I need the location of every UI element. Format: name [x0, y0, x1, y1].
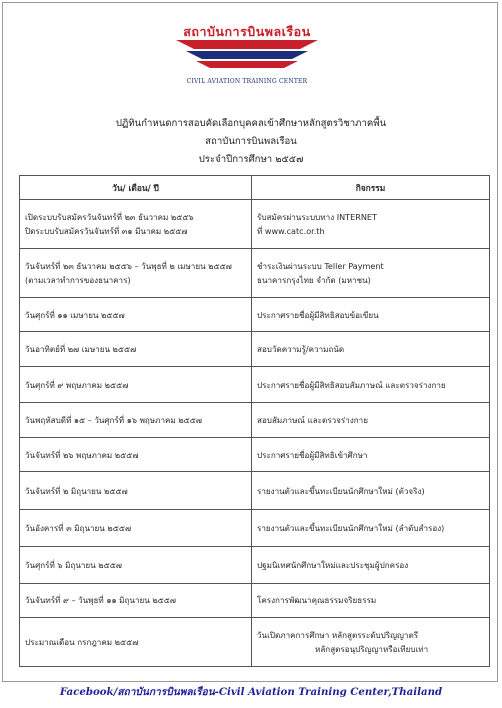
activity-cell	[252, 546, 490, 583]
activity-cell	[252, 248, 490, 297]
date-cell	[20, 618, 252, 667]
header-date: วัน/ เดือน/ ปี	[20, 176, 252, 200]
activity-cell	[252, 366, 490, 403]
activity-cell	[252, 510, 490, 547]
activity-cell	[252, 618, 490, 667]
title-line-3: ประจำปีการศึกษา ๒๕๕๗	[198, 154, 304, 165]
activity-cell	[252, 403, 490, 437]
date-cell	[20, 472, 252, 510]
date-text: วันศุกร์ที่ ๑๑ เมษายน ๒๕๕๗	[25, 309, 125, 320]
date-text: วันอังคารที่ ๓ มิถุนายน ๒๕๕๗	[25, 523, 132, 534]
title-line-1: ปฏิทินกำหนดการสอบคัดเลือกบุคคลเข้าศึกษาหลักสูตรวิชาภาคพื้น	[115, 118, 387, 129]
table-row	[20, 200, 490, 249]
date-text: ประมาณเดือน กรกฎาคม ๒๕๕๗	[25, 637, 139, 648]
title-line-2: สถาบันการบินพลเรือน	[205, 136, 297, 147]
date-cell	[20, 332, 252, 366]
activity-cell	[252, 472, 490, 510]
activity-cell	[252, 583, 490, 617]
facebook-footer: Facebook/สถาบันการบินพลเรือน-Civil Aviation Training Center,Thailand	[59, 686, 443, 698]
date-text: เปิดระบบรับสมัครวันจันทร์ที่ ๒๓ ธันวาคม ๒๕๕๖	[25, 211, 194, 222]
activity-text: สอบวัดความรู้/ความถนัด	[257, 344, 345, 355]
schedule-table	[19, 175, 490, 667]
date-text: วันพฤหัสบดีที่ ๑๕ – วันศุกร์ที่ ๑๖ พฤษภาคม ๒๕๕๗	[25, 415, 203, 426]
catc-logo	[172, 12, 322, 90]
activity-text: รายงานตัวและขึ้นทะเบียนนักศึกษาใหม่ (ตัวจริง)	[257, 485, 425, 496]
activity-text: วันเปิดภาคการศึกษา หลักสูตรระดับปริญญาตรี	[257, 630, 419, 641]
date-cell	[20, 366, 252, 403]
date-cell	[20, 437, 252, 471]
table-row	[20, 437, 490, 471]
table-row	[20, 297, 490, 331]
activity-text: ประกาศรายชื่อผู้มีสิทธิเข้าศึกษา	[257, 449, 368, 460]
date-text: วันอาทิตย์ที่ ๒๗ เมษายน ๒๕๕๗	[25, 344, 137, 355]
activity-text: ที่ www.catc.or.th	[257, 225, 325, 236]
table-row	[20, 583, 490, 617]
date-text: วันจันทร์ที่ ๒๖ พฤษภาคม ๒๕๕๗	[25, 449, 139, 460]
date-cell	[20, 297, 252, 331]
table-row	[20, 366, 490, 403]
activity-cell	[252, 297, 490, 331]
date-text: วันจันทร์ที่ ๙ – วันพุธที่ ๑๑ มิถุนายน ๒๕๕๗	[25, 595, 177, 606]
table-row	[20, 618, 490, 667]
activity-text: โครงการพัฒนาคุณธรรมจริยธรรม	[257, 595, 377, 606]
date-text: วันศุกร์ที่ ๖ มิถุนายน ๒๕๕๗	[25, 559, 122, 570]
activity-cell	[252, 200, 490, 249]
date-cell	[20, 546, 252, 583]
date-text: (ตามเวลาทำการของธนาคาร)	[25, 274, 131, 285]
date-cell	[20, 403, 252, 437]
activity-text: รายงานตัวและขึ้นทะเบียนนักศึกษาใหม่ (ลำดับสำรอง)	[257, 523, 445, 534]
date-text: วันจันทร์ที่ ๒๓ ธันวาคม ๒๕๕๖ – วันพุธที่ ๒ เมษายน ๒๕๕๗	[25, 260, 232, 271]
header-activity: กิจกรรม	[252, 176, 490, 200]
activity-text: ชำระเงินผ่านระบบ Teller Payment	[257, 260, 384, 271]
date-cell	[20, 248, 252, 297]
date-text: วันจันทร์ที่ ๒ มิถุนายน ๒๕๕๗	[25, 485, 128, 496]
activity-text: ประกาศรายชื่อผู้มีสิทธิสอบข้อเขียน	[257, 309, 379, 320]
table-row	[20, 332, 490, 366]
table-row	[20, 510, 490, 547]
activity-text: รับสมัครผ่านระบบทาง INTERNET	[257, 211, 377, 222]
activity-text: สอบสัมภาษณ์ และตรวจร่างกาย	[257, 415, 368, 426]
table-row	[20, 546, 490, 583]
table-header-row	[20, 176, 490, 200]
date-text: ปิดระบบรับสมัครวันจันทร์ที่ ๓๑ มีนาคม ๒๕๕๗	[25, 225, 188, 236]
table-row	[20, 472, 490, 510]
date-cell	[20, 583, 252, 617]
table-row	[20, 248, 490, 297]
date-cell	[20, 200, 252, 249]
activity-text: ปฐมนิเทศนักศึกษาใหม่และประชุมผู้ปกครอง	[257, 559, 409, 570]
table-row	[20, 403, 490, 437]
activity-cell	[252, 332, 490, 366]
activity-text: ธนาคารกรุงไทย จำกัด (มหาชน)	[257, 274, 371, 285]
wing-stripes-icon	[172, 38, 322, 78]
activity-cell	[252, 437, 490, 471]
date-text: วันศุกร์ที่ ๙ พฤษภาคม ๒๕๕๗	[25, 379, 129, 390]
logo-thai-name: สถาบันการบินพลเรือน	[183, 24, 311, 39]
logo-english-name: CIVIL AVIATION TRAINING CENTER	[186, 78, 308, 85]
activity-text: ประกาศรายชื่อผู้มีสิทธิสอบสัมภาษณ์ และตรวจร่างกาย	[257, 379, 446, 390]
date-cell	[20, 510, 252, 547]
activity-text: หลักสูตรอนุปริญญาหรือเทียบเท่า	[315, 644, 429, 655]
